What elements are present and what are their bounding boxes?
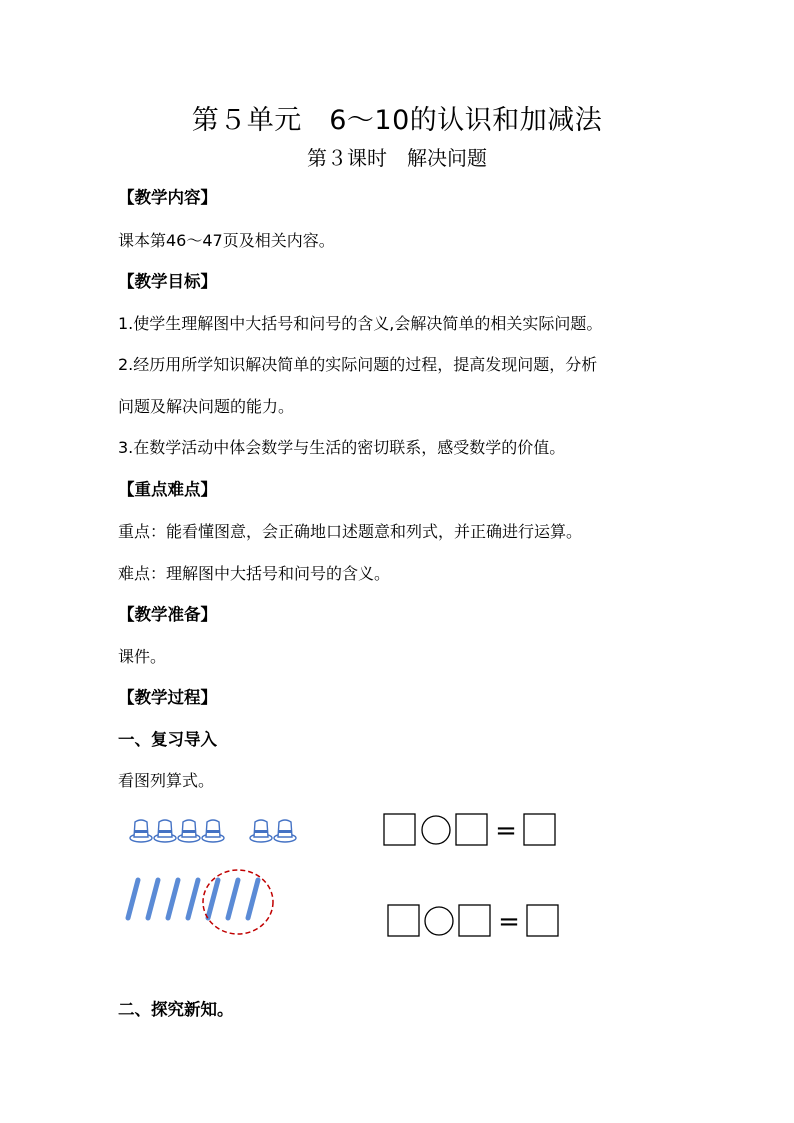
exercise-instruction: 看图列算式。 [118, 771, 215, 790]
stick-mark [248, 880, 258, 918]
difficult-point: 难点：理解图中大括号和问号的含义。 [118, 564, 391, 583]
stick-mark [128, 880, 138, 918]
step-1-heading: 一、复习导入 [118, 730, 217, 749]
page-subtitle: 第３课时 解决问题 [307, 146, 487, 170]
hat-icon [178, 820, 200, 842]
stick-mark [208, 880, 218, 918]
section-heading-preparation: 【教学准备】 [118, 605, 217, 624]
hat-icon [250, 820, 272, 842]
stick-mark [228, 880, 238, 918]
goal-2-line-2: 问题及解决问题的能力。 [118, 397, 295, 416]
step-2-heading: 二、探究新知。 [118, 1000, 234, 1019]
hat-illustrations [130, 820, 296, 842]
equals-sign: = [495, 816, 517, 846]
hat-icon [154, 820, 176, 842]
answer-box[interactable] [527, 905, 558, 936]
answer-box[interactable] [384, 814, 415, 845]
stick-mark [188, 880, 198, 918]
operator-circle[interactable] [422, 816, 450, 844]
stick-mark [168, 880, 178, 918]
hat-icon [274, 820, 296, 842]
hat-icon [130, 820, 152, 842]
answer-box[interactable] [388, 905, 419, 936]
key-point: 重点：能看懂图意，会正确地口述题意和列式，并正确进行运算。 [118, 522, 583, 541]
section-heading-process: 【教学过程】 [118, 688, 217, 707]
content-text: 课本第46～47页及相关内容。 [118, 231, 335, 250]
answer-box[interactable] [524, 814, 555, 845]
preparation-text: 课件。 [118, 647, 167, 666]
page-title: 第５单元 6～10的认识和加减法 [191, 105, 603, 136]
operator-circle[interactable] [425, 907, 453, 935]
stick-illustrations [128, 880, 258, 918]
goal-1: 1.使学生理解图中大括号和问号的含义,会解决简单的相关实际问题。 [118, 314, 603, 333]
answer-box[interactable] [459, 905, 490, 936]
answer-box[interactable] [456, 814, 487, 845]
goal-3: 3.在数学活动中体会数学与生活的密切联系，感受数学的价值。 [118, 438, 566, 457]
stick-mark [148, 880, 158, 918]
equals-sign: = [498, 907, 520, 937]
goal-2-line-1: 2.经历用所学知识解决简单的实际问题的过程，提高发现问题，分析 [118, 355, 598, 374]
section-heading-goals: 【教学目标】 [118, 272, 217, 291]
section-heading-key-points: 【重点难点】 [118, 480, 217, 499]
hat-icon [202, 820, 224, 842]
section-heading-content: 【教学内容】 [118, 188, 217, 207]
